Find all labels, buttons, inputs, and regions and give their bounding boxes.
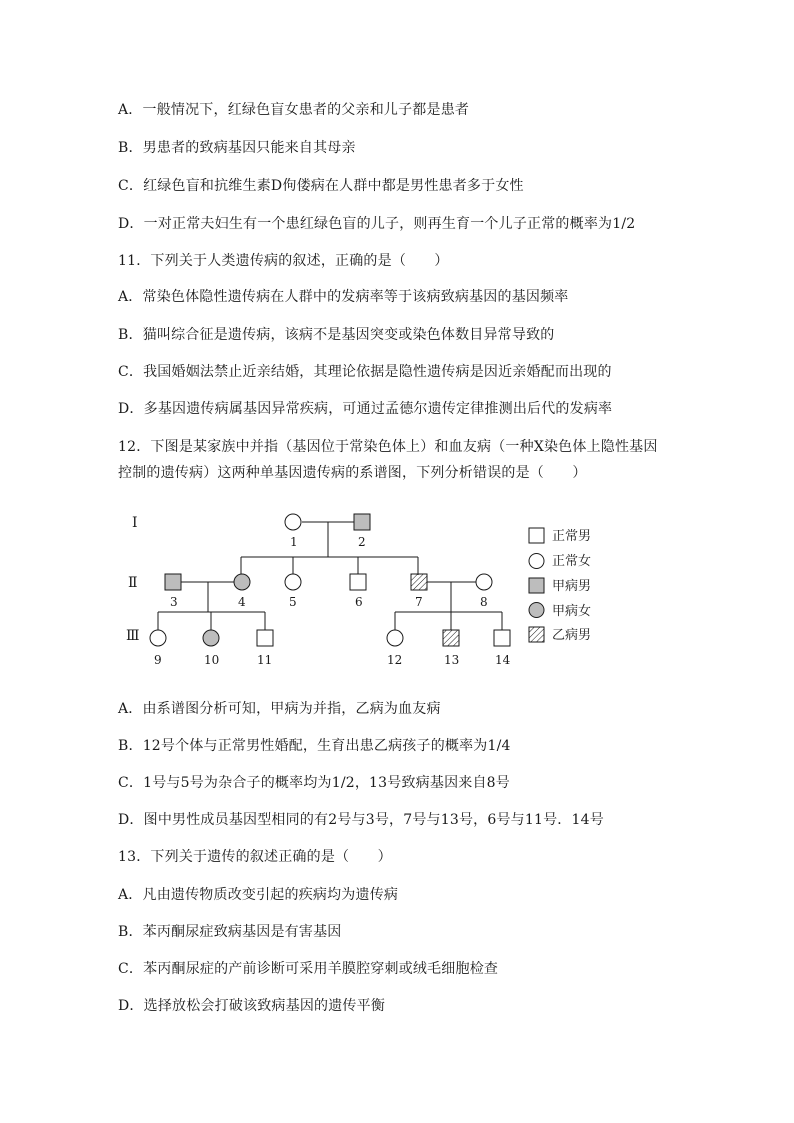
individual-12-normal-female (387, 630, 403, 646)
q12-option-b: B．12号个体与正常男性婚配，生育出患乙病孩子的概率为1/4 (118, 738, 511, 754)
q11-option-b: B．猫叫综合征是遗传病，该病不是基因突变或染色体数目异常导致的 (118, 327, 555, 343)
generation-label-3: Ⅲ (126, 628, 140, 644)
individual-11-normal-male (257, 630, 273, 646)
individual-9-normal-female (150, 630, 166, 646)
legend-jia-male-symbol (529, 578, 544, 593)
individual-number: 10 (204, 653, 220, 667)
q13-option-b: B．苯丙酮尿症致病基因是有害基因 (118, 924, 342, 940)
legend-yi-male-symbol (529, 627, 544, 642)
legend-normal-female-symbol (529, 554, 544, 569)
legend-label-yi-male: 乙病男 (552, 628, 592, 643)
legend-label-normal-male: 正常男 (552, 529, 592, 544)
individual-number: 3 (170, 595, 178, 609)
q11-stem: 11．下列关于人类遗传病的叙述，正确的是（ ） (118, 253, 449, 269)
q12-option-c: C．1号与5号为杂合子的概率均为1/2，13号致病基因来自8号 (118, 775, 510, 791)
individual-number: 8 (480, 595, 488, 609)
q10-option-d: D．一对正常夫妇生有一个患红绿色盲的儿子，则再生育一个儿子正常的概率为1/2 (118, 216, 636, 232)
q10-option-c: C．红绿色盲和抗维生素D佝偻病在人群中都是男性患者多于女性 (118, 178, 524, 194)
individual-8-normal-female (476, 574, 492, 590)
individual-number: 11 (257, 653, 273, 667)
individual-number: 13 (444, 653, 460, 667)
individual-6-normal-male (350, 574, 366, 590)
q13-stem: 13．下列关于遗传的叙述正确的是（ ） (118, 849, 392, 865)
individual-4-affected-jia-female (234, 574, 250, 590)
individual-number: 2 (358, 535, 366, 549)
q11-option-d: D．多基因遗传病属基因异常疾病，可通过孟德尔遗传定律推测出后代的发病率 (118, 401, 613, 417)
individual-13-affected-yi-male (443, 630, 459, 646)
individual-number: 6 (355, 595, 363, 609)
q12-option-a: A．由系谱图分析可知，甲病为并指，乙病为血友病 (118, 701, 441, 717)
individual-7-affected-yi-male (411, 574, 427, 590)
individual-number: 14 (495, 653, 511, 667)
individual-10-affected-jia-female (203, 630, 219, 646)
q12-stem-line1: 12．下图是某家族中并指（基因位于常染色体上）和血友病（一种X染色体上隐性基因 (118, 439, 658, 455)
individual-number: 9 (154, 653, 162, 667)
generation-label-1: Ⅰ (132, 515, 138, 531)
generation-label-2: Ⅱ (128, 575, 138, 591)
individual-1-normal-female (285, 514, 301, 530)
q13-option-c: C．苯丙酮尿症的产前诊断可采用羊膜腔穿刺或绒毛细胞检查 (118, 961, 499, 977)
q13-option-a: A．凡由遗传物质改变引起的疾病均为遗传病 (118, 887, 399, 903)
legend-normal-male-symbol (529, 528, 544, 543)
legend-label-jia-female: 甲病女 (552, 604, 592, 619)
pedigree-chart (118, 500, 618, 680)
q10-option-a: A．一般情况下，红绿色盲女患者的父亲和儿子都是患者 (118, 102, 470, 118)
individual-14-normal-male (494, 630, 510, 646)
individual-number: 12 (387, 653, 403, 667)
legend (529, 528, 544, 642)
individual-2-affected-jia-male (354, 514, 370, 530)
legend-label-normal-female: 正常女 (552, 554, 592, 569)
q12-stem-line2: 控制的遗传病）这两种单基因遗传病的系谱图，下列分析错误的是（ ） (118, 465, 587, 481)
legend-jia-female-symbol (529, 603, 544, 618)
individual-5-normal-female (285, 574, 301, 590)
individual-number: 1 (290, 535, 298, 549)
individual-number: 5 (289, 595, 297, 609)
q10-option-b: B．男患者的致病基因只能来自其母亲 (118, 140, 356, 156)
q13-option-d: D．选择放松会打破该致病基因的遗传平衡 (118, 998, 386, 1014)
q12-option-d: D．图中男性成员基因型相同的有2号与3号，7号与13号，6号与11号．14号 (118, 812, 604, 828)
individual-number: 4 (238, 595, 246, 609)
q11-option-c: C．我国婚姻法禁止近亲结婚，其理论依据是隐性遗传病是因近亲婚配而出现的 (118, 364, 612, 380)
legend-label-jia-male: 甲病男 (552, 579, 592, 594)
individual-3-affected-jia-male (165, 574, 181, 590)
pedigree-lines (158, 522, 502, 630)
individual-number: 7 (415, 595, 423, 609)
q11-option-a: A．常染色体隐性遗传病在人群中的发病率等于该病致病基因的基因频率 (118, 289, 569, 305)
